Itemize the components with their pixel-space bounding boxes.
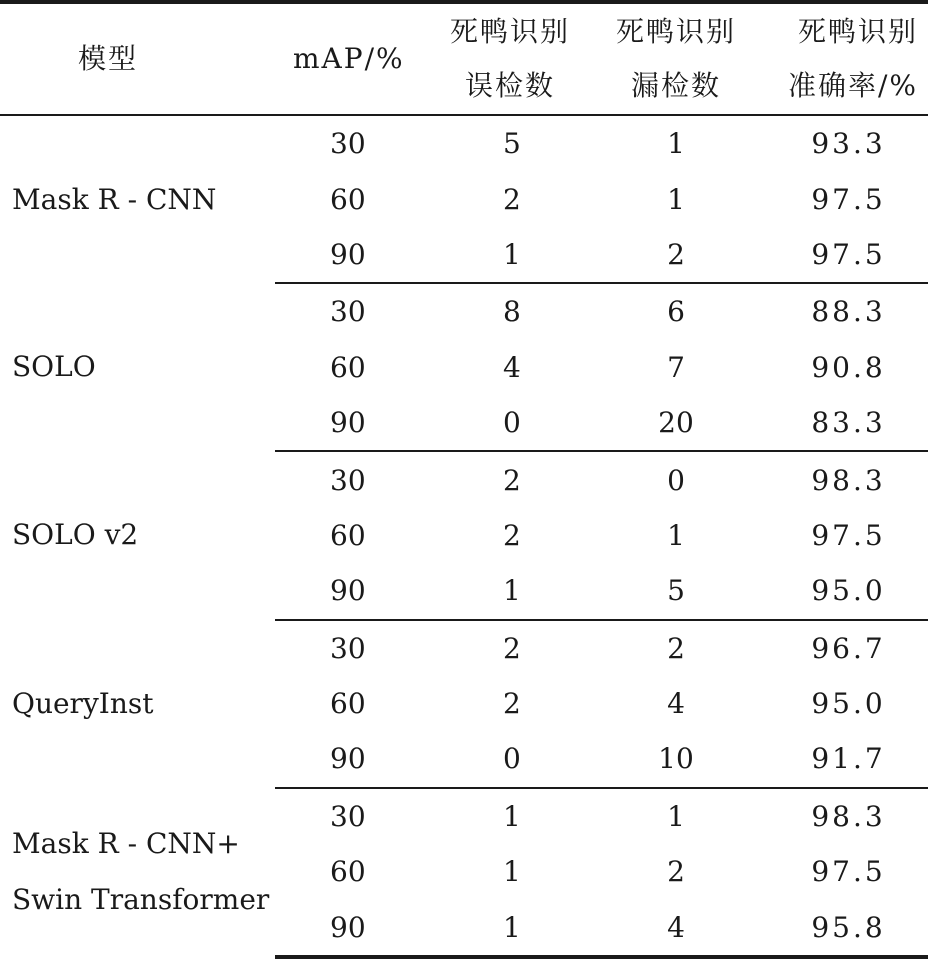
false-positive-cell: 0 <box>425 731 595 787</box>
table-row <box>0 115 928 171</box>
accuracy-cell: 93.3 <box>811 127 886 161</box>
false-positive-cell: 1 <box>425 899 595 956</box>
false-positive-cell: 1 <box>503 799 521 833</box>
false-negative-cell: 1 <box>667 182 685 216</box>
table-body <box>0 115 928 957</box>
header-false-negative: 死鸭识别 漏检数 <box>595 2 757 115</box>
false-positive-cell: 2 <box>503 687 521 721</box>
accuracy-cell: 95.0 <box>811 687 886 721</box>
false-positive-cell: 1 <box>425 227 595 283</box>
false-positive-cell: 8 <box>503 295 521 329</box>
header-map: mAP/% <box>275 2 425 115</box>
header-model: 模型 <box>0 2 275 115</box>
false-positive-cell: 2 <box>503 463 521 497</box>
table-row <box>0 451 928 507</box>
model-cell: Mask R - CNN <box>12 182 217 216</box>
map-cell: 60 <box>330 182 366 216</box>
table-row <box>0 620 928 676</box>
map-cell: 30 <box>330 463 366 497</box>
false-negative-cell: 5 <box>595 563 757 619</box>
false-negative-cell: 2 <box>667 855 685 889</box>
false-negative-cell: 0 <box>667 463 685 497</box>
false-positive-cell: 2 <box>503 182 521 216</box>
accuracy-cell: 95.0 <box>757 563 928 619</box>
false-negative-cell: 4 <box>667 687 685 721</box>
header-accuracy: 死鸭识别 准确率/% <box>757 2 928 115</box>
false-negative-cell: 2 <box>667 631 685 665</box>
false-positive-cell: 4 <box>503 350 521 384</box>
model-name-line: Swin Transformer <box>12 883 270 917</box>
false-positive-cell: 1 <box>503 855 521 889</box>
map-cell: 90 <box>275 563 425 619</box>
map-cell: 60 <box>330 518 366 552</box>
map-cell: 90 <box>275 227 425 283</box>
false-negative-cell: 6 <box>667 295 685 329</box>
false-positive-cell: 2 <box>503 631 521 665</box>
accuracy-cell: 91.7 <box>757 731 928 787</box>
map-cell: 90 <box>275 731 425 787</box>
accuracy-cell: 96.7 <box>811 631 886 665</box>
map-cell: 60 <box>330 855 366 889</box>
false-negative-cell: 20 <box>595 395 757 451</box>
header-false-positive: 死鸭识别 误检数 <box>425 2 595 115</box>
accuracy-cell: 88.3 <box>811 295 886 329</box>
false-negative-cell: 1 <box>667 799 685 833</box>
false-negative-cell: 1 <box>667 127 685 161</box>
false-negative-cell: 1 <box>667 518 685 552</box>
model-cell <box>0 788 275 957</box>
false-negative-cell: 7 <box>667 350 685 384</box>
false-positive-cell: 5 <box>503 127 521 161</box>
table-header <box>0 2 928 115</box>
model-cell: SOLO <box>12 350 96 384</box>
model-cell: QueryInst <box>12 686 154 720</box>
accuracy-cell: 90.8 <box>811 350 886 384</box>
false-negative-cell: 10 <box>595 731 757 787</box>
map-cell: 30 <box>330 799 366 833</box>
accuracy-cell: 98.3 <box>811 463 886 497</box>
false-positive-cell: 2 <box>503 518 521 552</box>
accuracy-cell: 98.3 <box>811 799 886 833</box>
map-cell: 30 <box>330 631 366 665</box>
map-cell: 90 <box>275 395 425 451</box>
map-cell: 60 <box>330 350 366 384</box>
accuracy-cell: 97.5 <box>757 227 928 283</box>
false-positive-cell: 1 <box>425 563 595 619</box>
map-cell: 90 <box>275 899 425 956</box>
false-negative-cell: 4 <box>595 899 757 956</box>
map-cell: 30 <box>330 295 366 329</box>
table-row <box>0 788 928 844</box>
accuracy-cell: 97.5 <box>811 182 886 216</box>
accuracy-cell: 97.5 <box>811 518 886 552</box>
accuracy-cell: 83.3 <box>757 395 928 451</box>
model-name-line: Mask R - CNN+ <box>12 827 240 861</box>
false-negative-cell: 2 <box>595 227 757 283</box>
model-cell: SOLO v2 <box>12 518 139 552</box>
map-cell: 30 <box>330 127 366 161</box>
accuracy-cell: 95.8 <box>757 899 928 956</box>
accuracy-cell: 97.5 <box>811 855 886 889</box>
table-row <box>0 283 928 339</box>
false-positive-cell: 0 <box>425 395 595 451</box>
map-cell: 60 <box>330 687 366 721</box>
